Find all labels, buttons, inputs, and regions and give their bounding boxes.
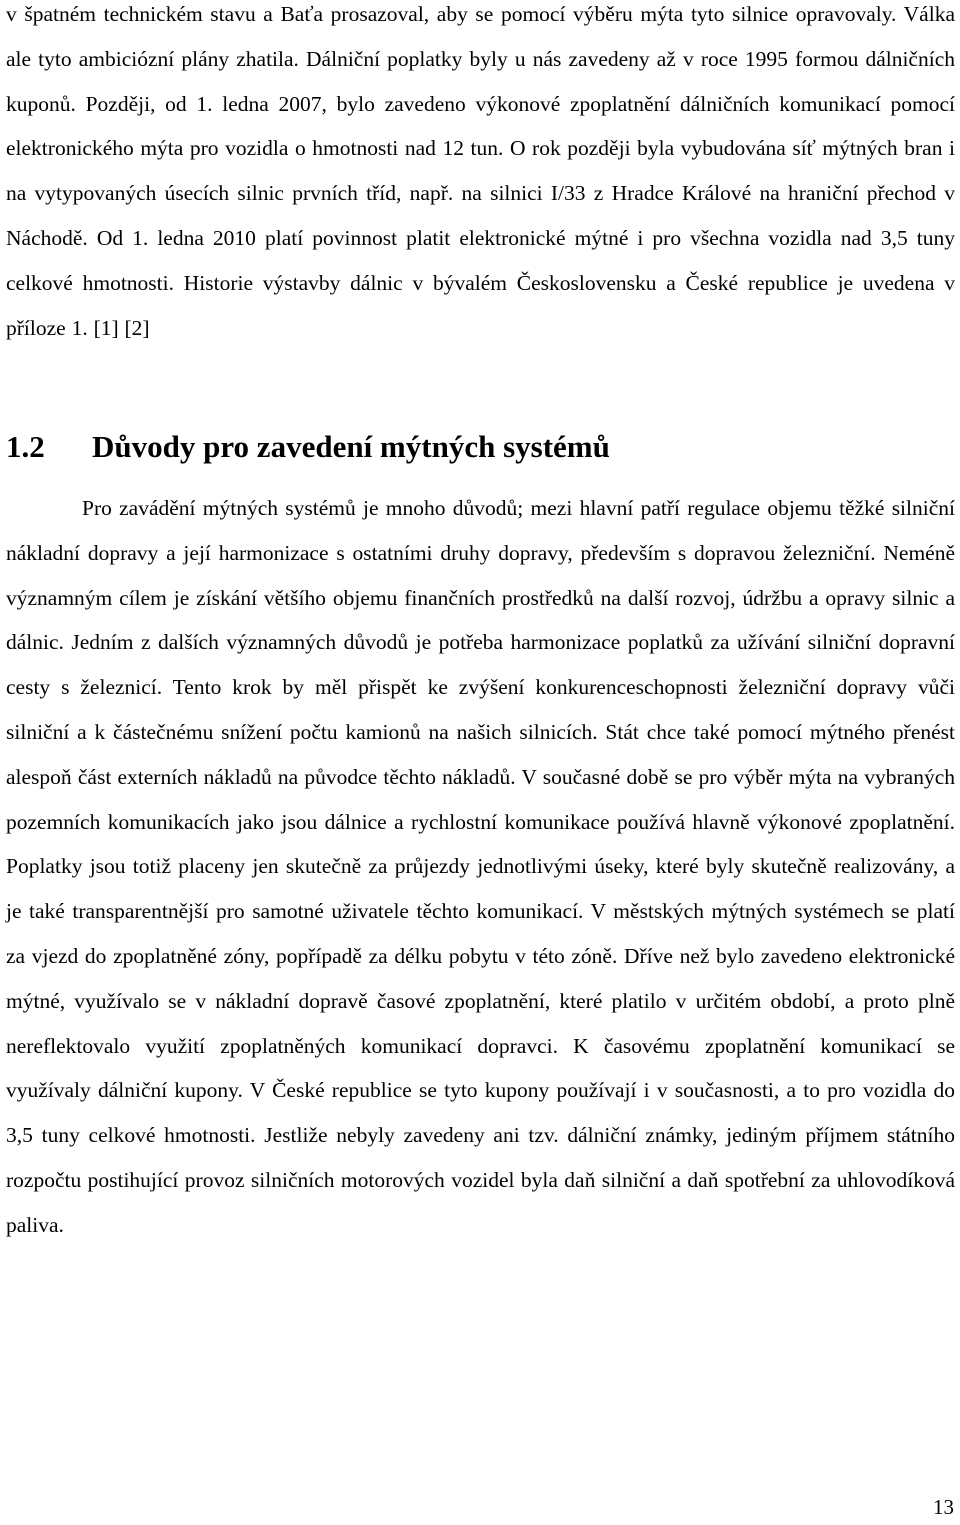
section-title: Důvody pro zavedení mýtných systémů xyxy=(92,429,610,464)
section-number: 1.2 xyxy=(6,429,45,464)
intro-paragraph: v špatném technickém stavu a Baťa prosazoval, aby se pomocí výběru mýta tyto silnice opravovaly. Válka ale tyto ambiciózní plány zhatila. Dálniční poplatky byly u nás zavedeny až v roce 1995 formou dálničních kuponů. Později, od 1. ledna 2007, bylo zavedeno výkonové zpoplatnění dálničních komunikací pomocí elektronického mýta pro vozidla o hmotnosti nad 12 tun. O rok později byla vybudována síť mýtných bran i na vytypovaných úsecích silnic prvních tříd, např. na silnici I/33 z Hradce Králové na hraniční přechod v Náchodě. Od 1. ledna 2010 platí povinnost platit elektronické mýtné i pro všechna vozidla nad 3,5 tuny celkové hmotnosti. Historie výstavby dálnic v bývalém Československu a České republice je uvedena v příloze 1. [1] [2] xyxy=(6,2,955,340)
main-paragraph: Pro zavádění mýtných systémů je mnoho důvodů; mezi hlavní patří regulace objemu těžké silniční nákladní dopravy a její harmonizace s ostatními druhy dopravy, především s dopravou železniční. Neméně významným cílem je získání většího objemu finančních prostředků na další rozvoj, údržbu a opravy silnic a dálnic. Jedním z dalších významných důvodů je potřeba harmonizace poplatků za užívání silniční dopravní cesty s železnicí. Tento krok by měl přispět ke zvýšení konkurenceschopnosti železniční dopravy vůči silniční a k částečnému snížení počtu kamionů na našich silnicích. Stát chce také pomocí mýtného přenést alespoň část externích nákladů na původce těchto nákladů. V současné době se pro výběr mýta na vybraných pozemních komunikacích jako jsou dálnice a rychlostní komunikace používá hlavně výkonové zpoplatnění. Poplatky jsou totiž placeny jen skutečně za průjezdy jednotlivými úseky, které byly skutečně realizovány, a je také transparentnější pro samotné uživatele těchto komunikací. V městských mýtných systémech se platí za vjezd do zpoplatněné zóny, popřípadě za délku pobytu v této zóně. Dříve než bylo zavedeno elektronické mýtné, využívalo se v nákladní dopravě časové zpoplatnění, které platilo v určitém období, a proto plně nereflektovalo využití zpoplatněných komunikací dopravci. K časovému zpoplatnění komunikací se využívaly dálniční kupony. V České republice se tyto kupony používají i v současnosti, a to pro vozidla do 3,5 tuny celkové hmotnosti. Jestliže nebyly zavedeny ani tzv. dálniční známky, jediným příjmem státního rozpočtu postihující provoz silničních motorových vozidel byla daň silniční a daň spotřební za uhlovodíková paliva. xyxy=(6,496,955,1237)
section-heading xyxy=(6,422,610,472)
page-number: 13 xyxy=(933,1495,954,1519)
